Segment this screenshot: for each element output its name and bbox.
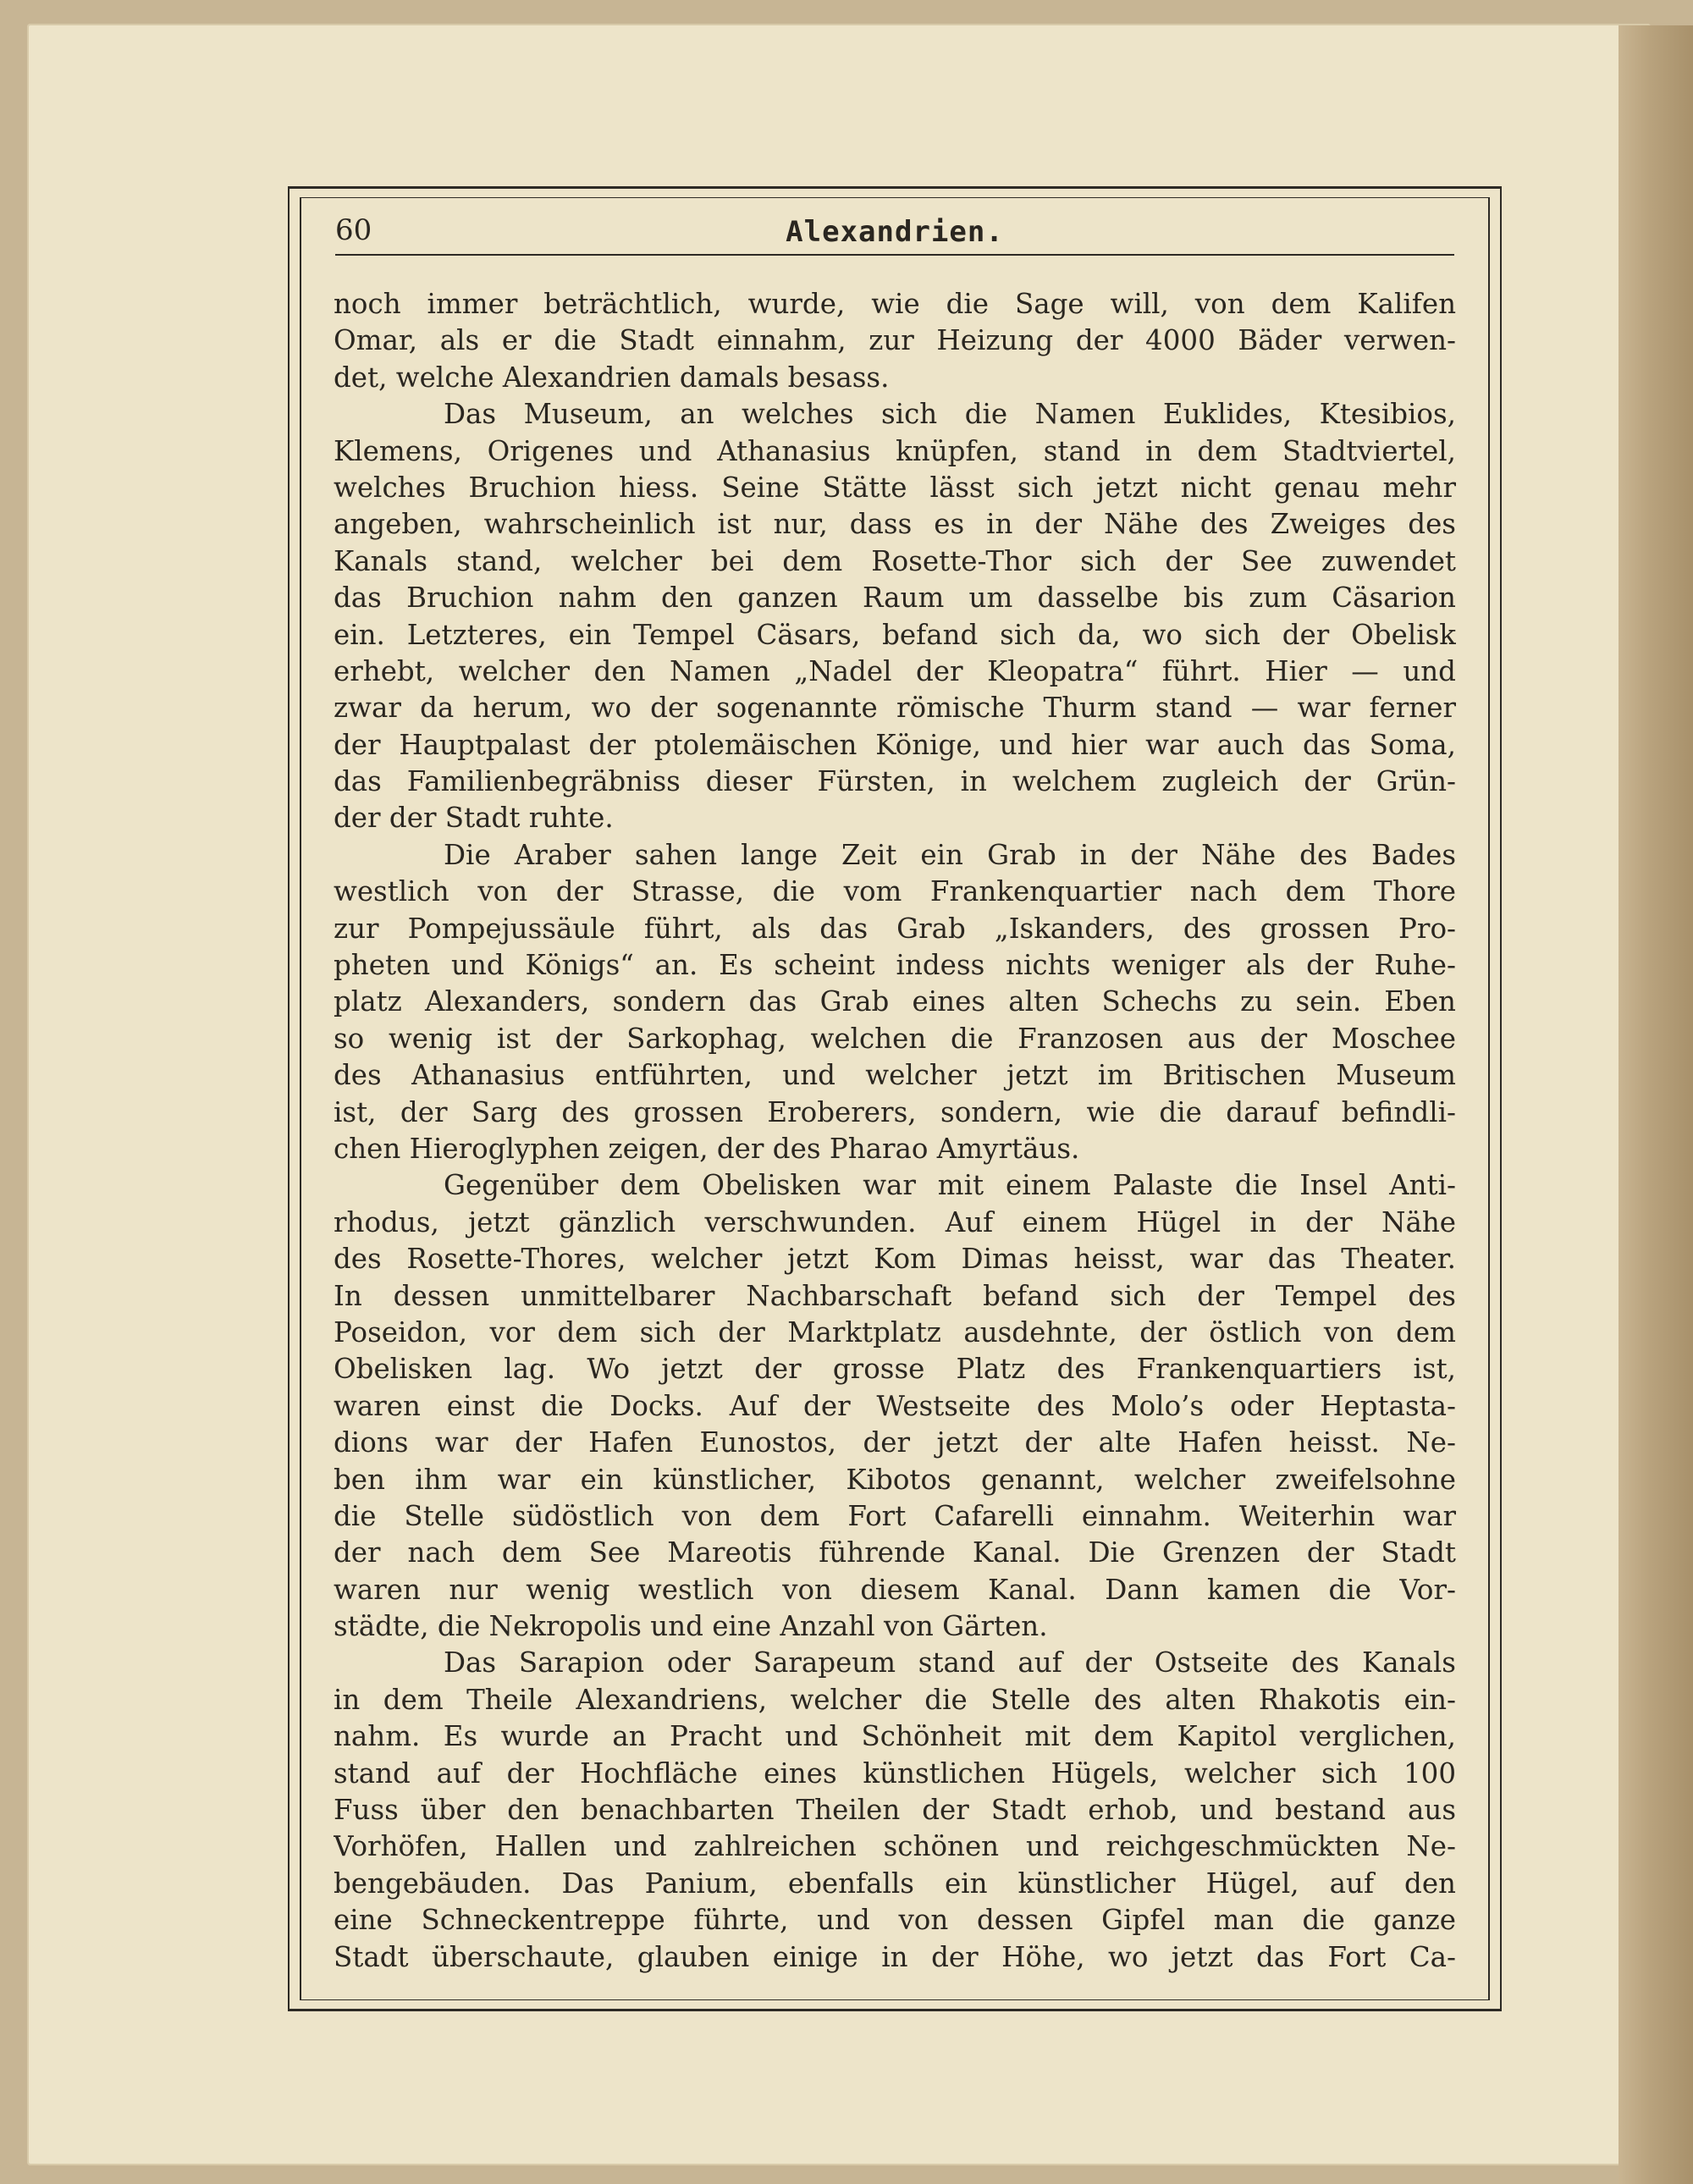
text-line: rhodus, jetzt gänzlich verschwunden. Auf einem Hügel in der Nähe: [334, 1205, 1456, 1238]
paragraph: [334, 396, 1456, 837]
body-text: [334, 286, 1456, 1976]
text-line: nahm. Es wurde an Pracht und Schönheit mit dem Kapitol verglichen,: [334, 1720, 1456, 1753]
text-line: so wenig ist der Sarkophag, welchen die Franzosen aus der Moschee: [334, 1022, 1456, 1055]
text-line: Omar, als er die Stadt einnahm, zur Heizung der 4000 Bäder verwen-: [334, 324, 1456, 357]
paragraph: [334, 837, 1456, 1168]
print-frame-inner: [300, 197, 1490, 2000]
text-line: angeben, wahrscheinlich ist nur, dass es in der Nähe des Zweiges des: [334, 508, 1456, 541]
print-frame: [288, 186, 1502, 2011]
text-line: des Athanasius entführten, und welcher jetzt im Britischen Museum: [334, 1059, 1456, 1092]
text-line: in dem Theile Alexandriens, welcher die Stelle des alten Rhakotis ein-: [334, 1683, 1456, 1716]
page-header: [335, 213, 1454, 256]
text-line: westlich von der Strasse, die vom Frankenquartier nach dem Thore: [334, 875, 1456, 908]
running-title: Alexandrien.: [786, 215, 1004, 249]
text-line: Gegenüber dem Obelisken war mit einem Palaste die Insel Anti-: [444, 1169, 1456, 1202]
text-line: Obelisken lag. Wo jetzt der grosse Platz des Frankenquartiers ist,: [334, 1353, 1456, 1386]
text-line: ist, der Sarg des grossen Eroberers, sondern, wie die darauf befindli-: [334, 1095, 1456, 1128]
text-line: ben ihm war ein künstlicher, Kibotos genannt, welcher zweifelsohne: [334, 1463, 1456, 1496]
text-line: waren einst die Docks. Auf der Westseite des Molo’s oder Heptasta-: [334, 1389, 1456, 1422]
text-line: platz Alexanders, sondern das Grab eines alten Schechs zu sein. Eben: [334, 985, 1456, 1018]
paragraph: [334, 1167, 1456, 1645]
text-line: Vorhöfen, Hallen und zahlreichen schönen und reichgeschmückten Ne-: [334, 1830, 1456, 1863]
text-line: stand auf der Hochfläche eines künstlichen Hügels, welcher sich 100: [334, 1757, 1456, 1790]
text-line: Stadt überschaute, glauben einige in der Höhe, wo jetzt das Fort Ca-: [334, 1940, 1456, 1973]
text-line: pheten und Königs“ an. Es scheint indess nichts weniger als der Ruhe-: [334, 949, 1456, 982]
text-line: ein. Letzteres, ein Tempel Cäsars, befand sich da, wo sich der Obelisk: [334, 618, 1456, 651]
text-line: das Bruchion nahm den ganzen Raum um dasselbe bis zum Cäsarion: [334, 582, 1456, 615]
text-line: eine Schneckentreppe führte, und von dessen Gipfel man die ganze: [334, 1904, 1456, 1937]
text-line: zur Pompejussäule führt, als das Grab „Iskanders, des grossen Pro-: [334, 912, 1456, 945]
text-line: dions war der Hafen Eunostos, der jetzt der alte Hafen heisst. Ne-: [334, 1426, 1456, 1459]
page-number: 60: [335, 213, 372, 247]
text-line: Das Sarapion oder Sarapeum stand auf der Ostseite des Kanals: [444, 1646, 1456, 1679]
text-line: bengebäuden. Das Panium, ebenfalls ein künstlicher Hügel, auf den: [334, 1867, 1456, 1900]
text-line: welches Bruchion hiess. Seine Stätte lässt sich jetzt nicht genau mehr: [334, 471, 1456, 504]
adjacent-page-edge: [1619, 25, 1693, 2184]
text-line: det, welche Alexandrien damals besass.: [334, 361, 890, 394]
text-line: In dessen unmittelbarer Nachbarschaft befand sich der Tempel des: [334, 1279, 1456, 1312]
text-line: Das Museum, an welches sich die Namen Euklides, Ktesibios,: [444, 398, 1456, 431]
text-line: noch immer beträchtlich, wurde, wie die Sage will, von dem Kalifen: [334, 288, 1456, 320]
paragraph: [334, 286, 1456, 396]
text-line: der der Stadt ruhte.: [334, 802, 614, 835]
text-line: zwar da herum, wo der sogenannte römische Thurm stand — war ferner: [334, 692, 1456, 725]
text-line: Kanals stand, welcher bei dem Rosette-Thor sich der See zuwendet: [334, 544, 1456, 577]
text-line: erhebt, welcher den Namen „Nadel der Kleopatra“ führt. Hier — und: [334, 654, 1456, 687]
text-line: Klemens, Origenes und Athanasius knüpfen, stand in dem Stadtviertel,: [334, 434, 1456, 467]
text-line: städte, die Nekropolis und eine Anzahl von Gärten.: [334, 1610, 1048, 1643]
text-line: Fuss über den benachbarten Theilen der Stadt erhob, und bestand aus: [334, 1794, 1456, 1827]
text-line: des Rosette-Thores, welcher jetzt Kom Dimas heisst, war das Theater.: [334, 1243, 1456, 1276]
text-line: waren nur wenig westlich von diesem Kanal. Dann kamen die Vor-: [334, 1573, 1456, 1606]
text-line: der nach dem See Mareotis führende Kanal. Die Grenzen der Stadt: [334, 1536, 1456, 1569]
paragraph: [334, 1645, 1456, 1976]
text-line: der Hauptpalast der ptolemäischen Könige, und hier war auch das Soma,: [334, 728, 1456, 761]
text-line: Die Araber sahen lange Zeit ein Grab in der Nähe des Bades: [444, 838, 1456, 871]
text-line: Poseidon, vor dem sich der Marktplatz ausdehnte, der östlich von dem: [334, 1315, 1456, 1348]
text-line: das Familienbegräbniss dieser Fürsten, in welchem zugleich der Grün-: [334, 765, 1456, 798]
text-line: chen Hieroglyphen zeigen, der des Pharao Amyrtäus.: [334, 1132, 1080, 1165]
text-line: die Stelle südöstlich von dem Fort Cafarelli einnahm. Weiterhin war: [334, 1499, 1456, 1532]
